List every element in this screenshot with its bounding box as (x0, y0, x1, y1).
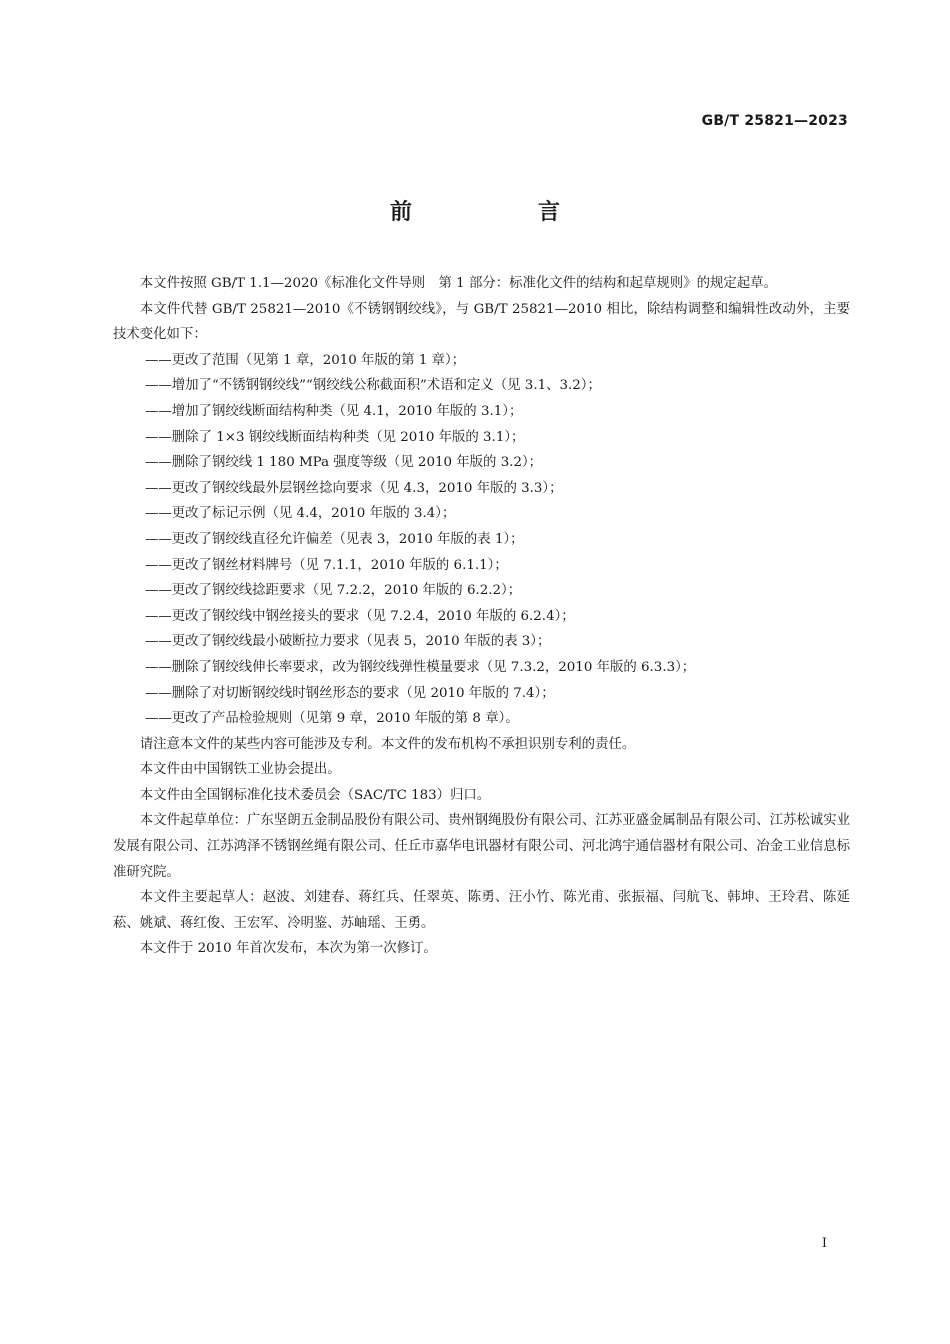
list-item: ——增加了钢绞线断面结构种类（见 4.1，2010 年版的 3.1）； (145, 403, 523, 419)
paragraph-drafting-rules: 本文件按照 GB/T 1.1—2020《标准化文件导则 第 1 部分：标准化文件的结构和起草规则》的规定起草。 (139, 276, 777, 291)
list-item: ——更改了钢绞线最外层钢丝捻向要求（见 4.3，2010 年版的 3.3）； (145, 480, 563, 496)
page-title: 前 言 (389, 200, 612, 225)
list-item: ——更改了范围（见第 1 章，2010 年版的第 1 章）； (145, 352, 466, 368)
list-item: ——删除了 1×3 钢绞线断面结构种类（见 2010 年版的 3.1）； (145, 429, 525, 445)
list-item: ——更改了标记示例（见 4.4，2010 年版的 3.4）； (145, 506, 456, 522)
list-item: ——更改了钢绞线中钢丝接头的要求（见 7.2.4，2010 年版的 6.2.4）； (145, 608, 575, 624)
paragraph-history: 本文件于 2010 年首次发布，本次为第一次修订。 (139, 941, 437, 957)
list-item: ——删除了钢绞线伸长率要求，改为钢绞线弹性模量要求（见 7.3.2，2010 年版的 6.3.3）； (145, 659, 696, 675)
list-item: ——更改了产品检验规则（见第 9 章，2010 年版的第 8 章）。 (145, 711, 519, 727)
list-item: ——更改了钢丝材料牌号（见 7.1.1，2010 年版的 6.1.1）； (145, 557, 508, 573)
paragraph-committee: 本文件由全国钢标准化技术委员会（SAC/TC 183）归口。 (139, 787, 491, 803)
paragraph-replacement: 本文件代替 GB/T 25821—2010《不锈钢钢绞线》，与 GB/T 25821—2010 相比，除结构调整和编辑性改动外，主要技术变化如下： (113, 301, 850, 343)
page-number: I (821, 1236, 827, 1251)
list-item: ——删除了对切断钢绞线时钢丝形态的要求（见 2010 年版的 7.4）； (145, 685, 555, 701)
standard-number: GB/T 25821—2023 (701, 113, 848, 129)
changes-list (113, 348, 850, 732)
list-item: ——删除了钢绞线 1 180 MPa 强度等级（见 2010 年版的 3.2）； (145, 455, 543, 471)
paragraph-proposer: 本文件由中国钢铁工业协会提出。 (139, 762, 341, 778)
list-item: ——更改了钢绞线直径允许偏差（见表 3，2010 年版的表 1）； (145, 531, 524, 547)
foreword-body (113, 271, 850, 962)
paragraph-drafting-units: 本文件起草单位：广东坚朗五金制品股份有限公司、贵州钢绳股份有限公司、江苏亚盛金属制品有限公司、江苏松诚实业发展有限公司、江苏鸿泽不锈钢丝绳有限公司、任丘市嘉华电讯器材有限公司、河北鸿宇通信器材有限公司、冶金工业信息标准研究院。 (113, 813, 850, 880)
list-item: ——更改了钢绞线最小破断拉力要求（见表 5，2010 年版的表 3）； (145, 634, 551, 650)
list-item: ——更改了钢绞线捻距要求（见 7.2.2，2010 年版的 6.2.2）； (145, 583, 522, 599)
paragraph-patent-notice: 请注意本文件的某些内容可能涉及专利。本文件的发布机构不承担识别专利的责任。 (139, 736, 636, 752)
list-item: ——增加了“不锈钢钢绞线”“钢绞线公称截面积”术语和定义（见 3.1、3.2）； (145, 378, 601, 394)
paragraph-drafters: 本文件主要起草人：赵波、刘建春、蒋红兵、任翠英、陈勇、汪小竹、陈光甫、张振福、闫航飞、韩坤、王玲君、陈延菘、姚斌、蒋红俊、王宏军、冷明鉴、苏岫瑶、王勇。 (113, 890, 850, 931)
